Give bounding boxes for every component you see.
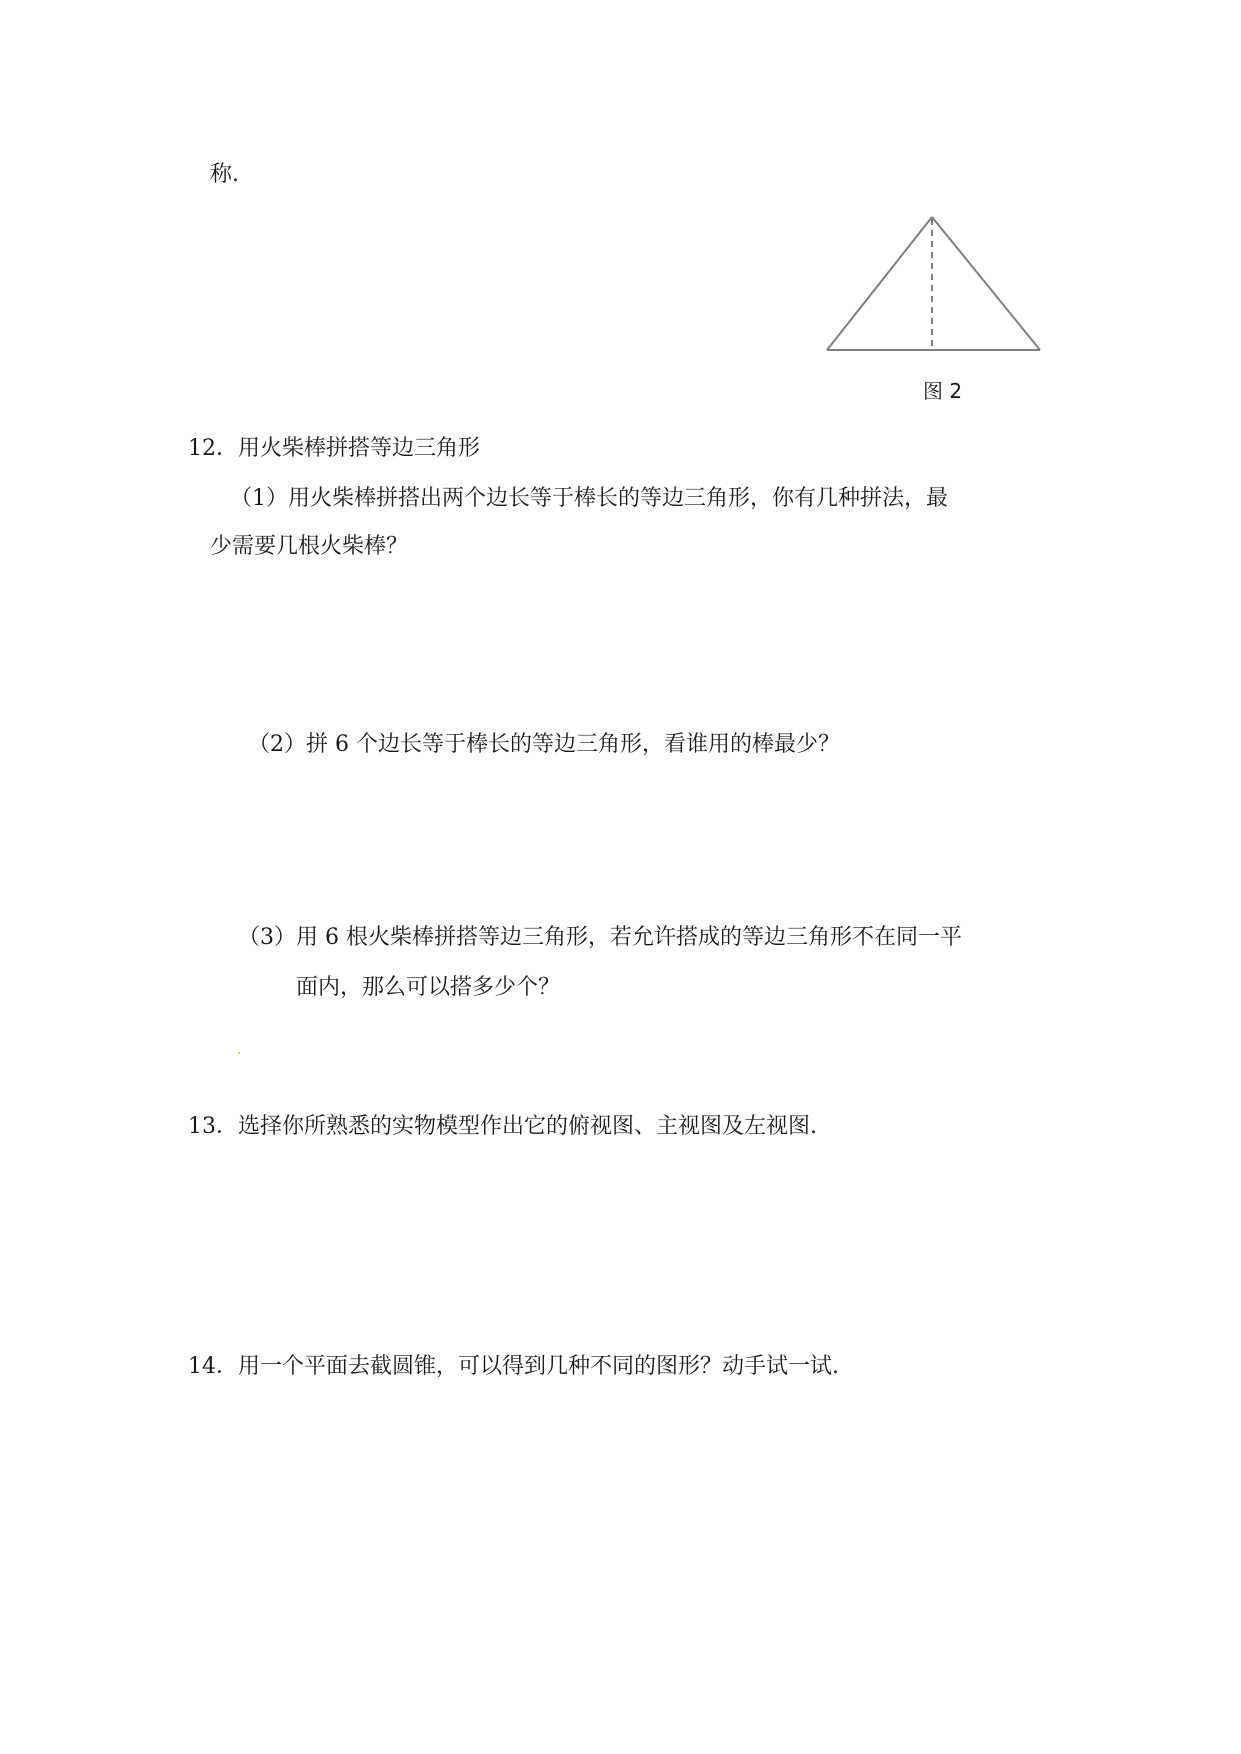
- figure-2: [825, 210, 1065, 410]
- question-12-part-3-line-1: （3）用 6 根火柴棒拼搭等边三角形，若允许搭成的等边三角形不在同一平: [238, 925, 962, 950]
- triangle-left-side: [827, 217, 932, 350]
- question-12-part-1-line-1: （1）用火柴棒拼搭出两个边长等于棒长的等边三角形，你有几种拼法，最: [230, 486, 948, 511]
- question-13: 13．选择你所熟悉的实物模型作出它的俯视图、主视图及左视图.: [188, 1114, 817, 1139]
- question-12-part-3-line-2: 面内，那么可以搭多少个？: [296, 975, 561, 1000]
- figure-caption: 图 2: [923, 379, 963, 403]
- question-12-part-2: （2）拼 6 个边长等于棒长的等边三角形，看谁用的棒最少？: [248, 732, 840, 757]
- continuation-text: 称.: [210, 162, 239, 187]
- scan-speck: [238, 1052, 240, 1054]
- question-12-title: 12．用火柴棒拼搭等边三角形: [188, 436, 480, 461]
- triangle-diagram: [825, 210, 1065, 370]
- question-14: 14．用一个平面去截圆锥，可以得到几种不同的图形？动手试一试.: [188, 1354, 839, 1379]
- triangle-right-side: [932, 217, 1040, 350]
- question-12-part-1-line-2: 少需要几根火柴棒？: [210, 534, 409, 559]
